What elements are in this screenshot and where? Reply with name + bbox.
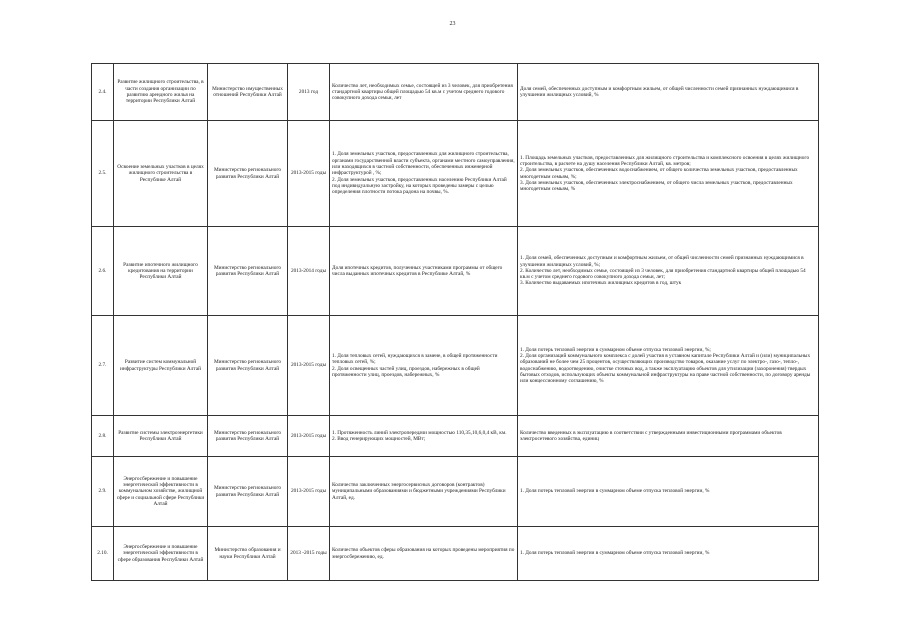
results <box>518 316 819 416</box>
indicators-item: Доля ипотечных кредитов, полученных участниками программы от общего числа выданных ипотечных кредитов в Республике Алтай, % <box>332 264 503 277</box>
indicators-item: 2. Ввод генерирующих мощностей, МВт; <box>332 436 426 442</box>
indicators-item: Количество объектов сферы образования на которых проведены мероприятия по энергосбережению, ед. <box>332 547 515 560</box>
program-name: Энергосбережение и повышение энергетической эффективности в коммунальном хозяйстве, жилищной сфере и социальной сфере Республики Алтай <box>114 457 208 527</box>
results-item: 1. Доля семей, обеспеченных доступным и комфортным жильем, от общей численности семей признанных нуждающимися в улучшении жилищных условий, %; <box>520 255 804 268</box>
row-number: 2.5. <box>92 121 114 227</box>
program-name: Развитие ипотечного жилищного кредитования на территории Республики Алтай <box>114 227 208 316</box>
table-row <box>92 316 819 416</box>
period: 2013 -2015 годы <box>288 527 330 581</box>
executor: Министерство регионального развития Республики Алтай <box>208 457 288 527</box>
indicators-item: Количество лет, необходимых семье, состоящей из 3 человек, для приобретения стандартной квартиры общей площадью 54 кв.м с учетом среднего годового совокупного дохода семьи, лет <box>332 82 513 102</box>
row-number: 2.4. <box>92 64 114 121</box>
indicators-item: 1. Доля тепловых сетей, нуждающихся в замене, в общей протяженности тепловых сетей, %; <box>332 352 498 366</box>
row-number: 2.6. <box>92 227 114 316</box>
results-item: 1. Доля потерь тепловой энергии в суммарном объеме отпуска тепловой энергии, % <box>520 550 710 557</box>
period: 2013 год <box>288 64 330 121</box>
results-item: 2. Доля организаций коммунального комплекса с долей участия в уставном капитале Республики Алтай и (или) муниципальных образований не более чем 25 процентов, осуществляющих производство товаров, оказание услуг по электро-, газо-, тепло-, водоснабжению, водоотведению, очистке сточных вод, а также эксплуатацию объектов для утилизации (захоронения) твердых бытовых отходов, использующих объекты коммунальной инфраструктуры на праве частной собственности, по договору аренды или концессионному соглашению, % <box>520 352 811 385</box>
executor: Министерство регионального развития Республики Алтай <box>208 416 288 457</box>
program-name: Освоение земельных участков в целях жилищного строительства в Республике Алтай <box>114 121 208 227</box>
indicators <box>330 64 518 121</box>
program-name: Развитие систем коммунальной инфраструктуры Республики Алтай <box>114 316 208 416</box>
executor: Министерство регионального развития Республики Алтай <box>208 121 288 227</box>
results-item: Доля семей, обеспеченных доступным и комфортным жильем, от общей численности семей признанных нуждающимися в улучшении жилищных условий, % <box>520 85 799 98</box>
results <box>518 121 819 227</box>
table-row <box>92 64 819 121</box>
executor: Министерство образования и науки Республики Алтай <box>208 527 288 581</box>
results <box>518 227 819 316</box>
table-row <box>92 457 819 527</box>
results <box>518 457 819 527</box>
indicators-item: 1. Доля земельных участков, предоставленных для жилищного строительства, органами государственной власти субъекта, органами местного самоуправления, или находящихся в частной собственности, обеспеченных инженерной инфраструктурой , %; <box>332 151 515 177</box>
indicators <box>330 227 518 316</box>
indicators <box>330 316 518 416</box>
period: 2013-2015 годы <box>288 457 330 527</box>
results <box>518 64 819 121</box>
table-row <box>92 121 819 227</box>
program-name: Развитие системы электроэнергетики Республики Алтай <box>114 416 208 457</box>
results-item: 3. Количество выдаваемых ипотечных жилищных кредитов в год, штук <box>520 280 682 287</box>
table-row <box>92 527 819 581</box>
indicators <box>330 416 518 457</box>
results-item: 1. Площадь земельных участков, предоставленных для жилищного строительства и комплексного освоения в целях жилищного строительства, в расчете на душу населения Республики Алтай, кв. метров; <box>520 154 810 167</box>
program-name: Энергосбережение и повышение энергетической эффективности в сфере образования Республики Алтай <box>114 527 208 581</box>
results-item: Количество введенных в эксплуатацию в соответствии с утвержденными инвестиционными программами объектов электросетевого хозяйства, единиц <box>520 429 782 442</box>
period: 2013-2014 годы <box>288 227 330 316</box>
indicators <box>330 121 518 227</box>
indicators-item: 2. Доля земельных участков, предоставленных населению Республики Алтай под индивидуальную застройку, на которых проведены замеры с целью определения плотности потока радона на почвы, %. <box>332 176 507 196</box>
executor: Министерство регионального развития Республики Алтай <box>208 316 288 416</box>
row-number: 2.10. <box>92 527 114 581</box>
indicators-item: 1. Протяженность линий электропередачи мощностью 110,35,10,6,0,4 кВ, км. <box>332 429 507 436</box>
row-number: 2.7. <box>92 316 114 416</box>
period: 2013-2015 годы <box>288 416 330 457</box>
executor: Министерство регионального развития Республики Алтай <box>208 227 288 316</box>
table-row <box>92 416 819 457</box>
period: 2013-2015 годы <box>288 121 330 227</box>
period: 2013-2015 годы <box>288 316 330 416</box>
program-table <box>91 63 819 581</box>
indicators-item: Количество заключенных энергосервисных договоров (контрактов) муниципальными образованиями и бюджетными учреждениями Республики Алтай, ед. <box>332 482 506 501</box>
results-item: 3. Доля земельных участков, обеспеченных электроснабжением, от общего числа земельных участков, предоставленных многодетным семьям, % <box>520 179 793 193</box>
indicators <box>330 457 518 527</box>
results-item: 1. Доля потерь тепловой энергии в суммарном объеме отпуска тепловой энергии, %; <box>520 346 711 353</box>
page-number: 23 <box>449 21 456 27</box>
indicators-item: 2. Доля освещенных частей улиц, проездов, набережных в общей протяженности улиц, проездов, набережных, % <box>332 365 480 378</box>
results-item: 1. Доля потерь тепловой энергии в суммарном объеме отпуска тепловой энергии, % <box>520 488 710 495</box>
table-row <box>92 227 819 316</box>
results-item: 2. Количество лет, необходимых семье, состоящей из 3 человек, для приобретения стандартной квартиры общей площадью 54 кв.м с учетом среднего годового совокупного дохода семьи, лет; <box>520 267 806 281</box>
indicators <box>330 527 518 581</box>
program-name: Развитие жилищного строительства, в части создания организации по развитию арендного жилья на территории Республики Алтай <box>114 64 208 121</box>
results-item: 2. Доля земельных участков, обеспеченных водоснабжением, от общего количества земельных участков, предоставленных многодетным семьям, %; <box>520 167 798 180</box>
row-number: 2.8. <box>92 416 114 457</box>
row-number: 2.9. <box>92 457 114 527</box>
results <box>518 527 819 581</box>
executor: Министерство имущественных отношений Республики Алтай <box>208 64 288 121</box>
results <box>518 416 819 457</box>
